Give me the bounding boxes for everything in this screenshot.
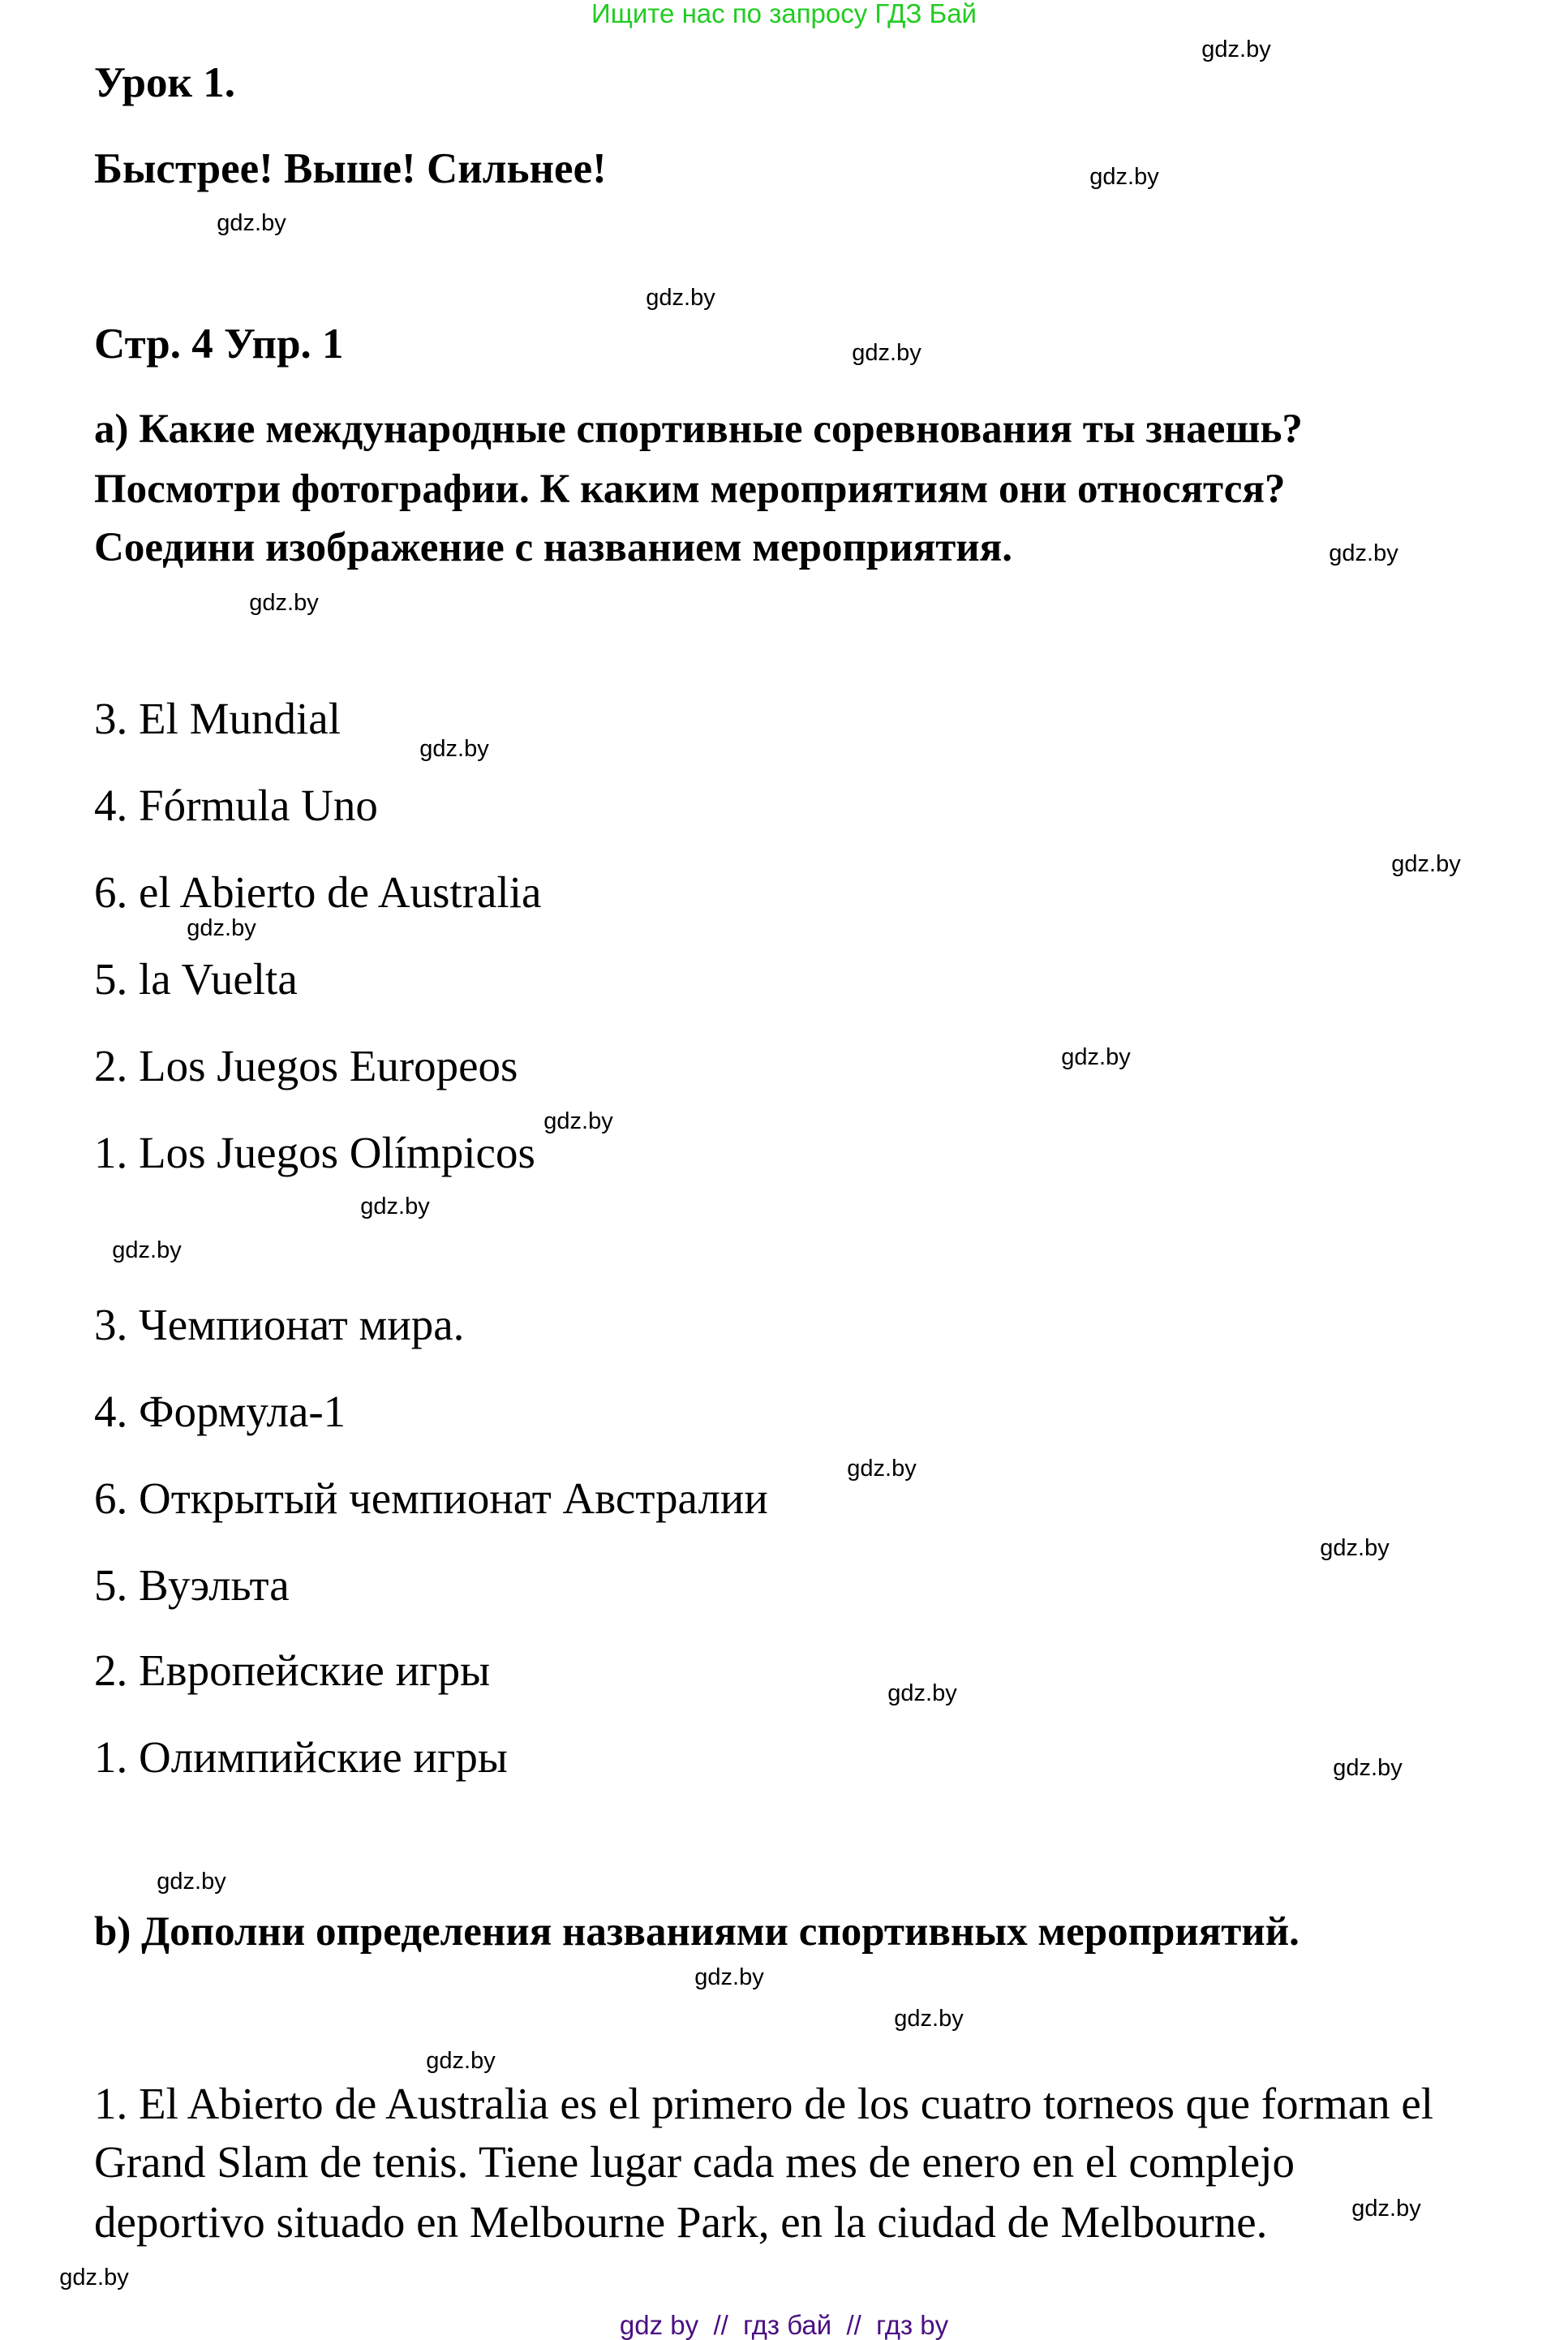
watermark: gdz.by bbox=[217, 210, 286, 236]
lesson-title: Урок 1. bbox=[94, 59, 236, 106]
watermark: gdz.by bbox=[187, 915, 256, 941]
watermark: gdz.by bbox=[847, 1456, 917, 1482]
watermark: gdz.by bbox=[360, 1194, 430, 1219]
task-b-heading: b) Дополни определения названиями спортивных мероприятий. bbox=[94, 1909, 1300, 1955]
list-item: 3. El Mundial bbox=[94, 694, 342, 743]
watermark: gdz.by bbox=[157, 1869, 226, 1895]
watermark: gdz.by bbox=[646, 285, 715, 311]
watermark: gdz.by bbox=[894, 2006, 964, 2032]
watermark: gdz.by bbox=[1329, 540, 1398, 566]
watermark: gdz.by bbox=[887, 1680, 957, 1706]
watermark: gdz.by bbox=[1320, 1535, 1390, 1561]
list-item: 6. el Abierto de Australia bbox=[94, 867, 542, 917]
watermark: gdz.by bbox=[1089, 164, 1159, 190]
task-a-line: Соедини изображение с названием мероприятия. bbox=[94, 525, 1012, 570]
lesson-subtitle: Быстрее! Выше! Сильнее! bbox=[94, 145, 607, 192]
watermark: gdz.by bbox=[543, 1108, 613, 1134]
watermark: gdz.by bbox=[1391, 851, 1461, 877]
watermark: gdz.by bbox=[59, 2265, 129, 2291]
list-item: 2. Европейские игры bbox=[94, 1645, 491, 1695]
list-item: 4. Fórmula Uno bbox=[94, 781, 378, 830]
watermark: gdz.by bbox=[852, 340, 921, 366]
list-item: 5. Вуэльта bbox=[94, 1560, 290, 1610]
watermark: gdz.by bbox=[112, 1237, 182, 1263]
exercise-reference: Стр. 4 Упр. 1 bbox=[94, 320, 344, 368]
watermark: gdz.by bbox=[1351, 2196, 1421, 2222]
list-item: 6. Открытый чемпионат Австралии bbox=[94, 1473, 768, 1523]
task-a-line: а) Какие международные спортивные соревнования ты знаешь? bbox=[94, 406, 1303, 452]
answer-line: deportivo situado en Melbourne Park, en la ciudad de Melbourne. bbox=[94, 2197, 1268, 2247]
list-item: 1. Los Juegos Olímpicos bbox=[94, 1128, 535, 1177]
answer-line: Grand Slam de tenis. Tiene lugar cada mes de enero en el complejo bbox=[94, 2137, 1295, 2187]
list-item: 4. Формула-1 bbox=[94, 1387, 346, 1436]
watermark: gdz.by bbox=[426, 2048, 496, 2074]
watermark: gdz.by bbox=[694, 1964, 764, 1990]
list-item: 1. Олимпийские игры bbox=[94, 1732, 508, 1782]
task-a-line: Посмотри фотографии. К каким мероприятиям они относятся? bbox=[94, 467, 1286, 512]
search-banner[interactable]: Ищите нас по запросу ГДЗ Бай bbox=[591, 0, 977, 28]
answer-line: 1. El Abierto de Australia es el primero de los cuatro torneos que forman el bbox=[94, 2079, 1434, 2128]
watermark: gdz.by bbox=[419, 736, 489, 762]
watermark: gdz.by bbox=[1201, 37, 1271, 62]
watermark: gdz.by bbox=[1333, 1755, 1403, 1781]
footer-links[interactable]: gdz by // гдз бай // гдз by bbox=[619, 2310, 949, 2340]
list-item: 2. Los Juegos Europeos bbox=[94, 1041, 518, 1090]
list-item: 3. Чемпионат мира. bbox=[94, 1300, 465, 1349]
watermark: gdz.by bbox=[249, 590, 319, 616]
watermark: gdz.by bbox=[1061, 1044, 1131, 1070]
list-item: 5. la Vuelta bbox=[94, 954, 298, 1004]
